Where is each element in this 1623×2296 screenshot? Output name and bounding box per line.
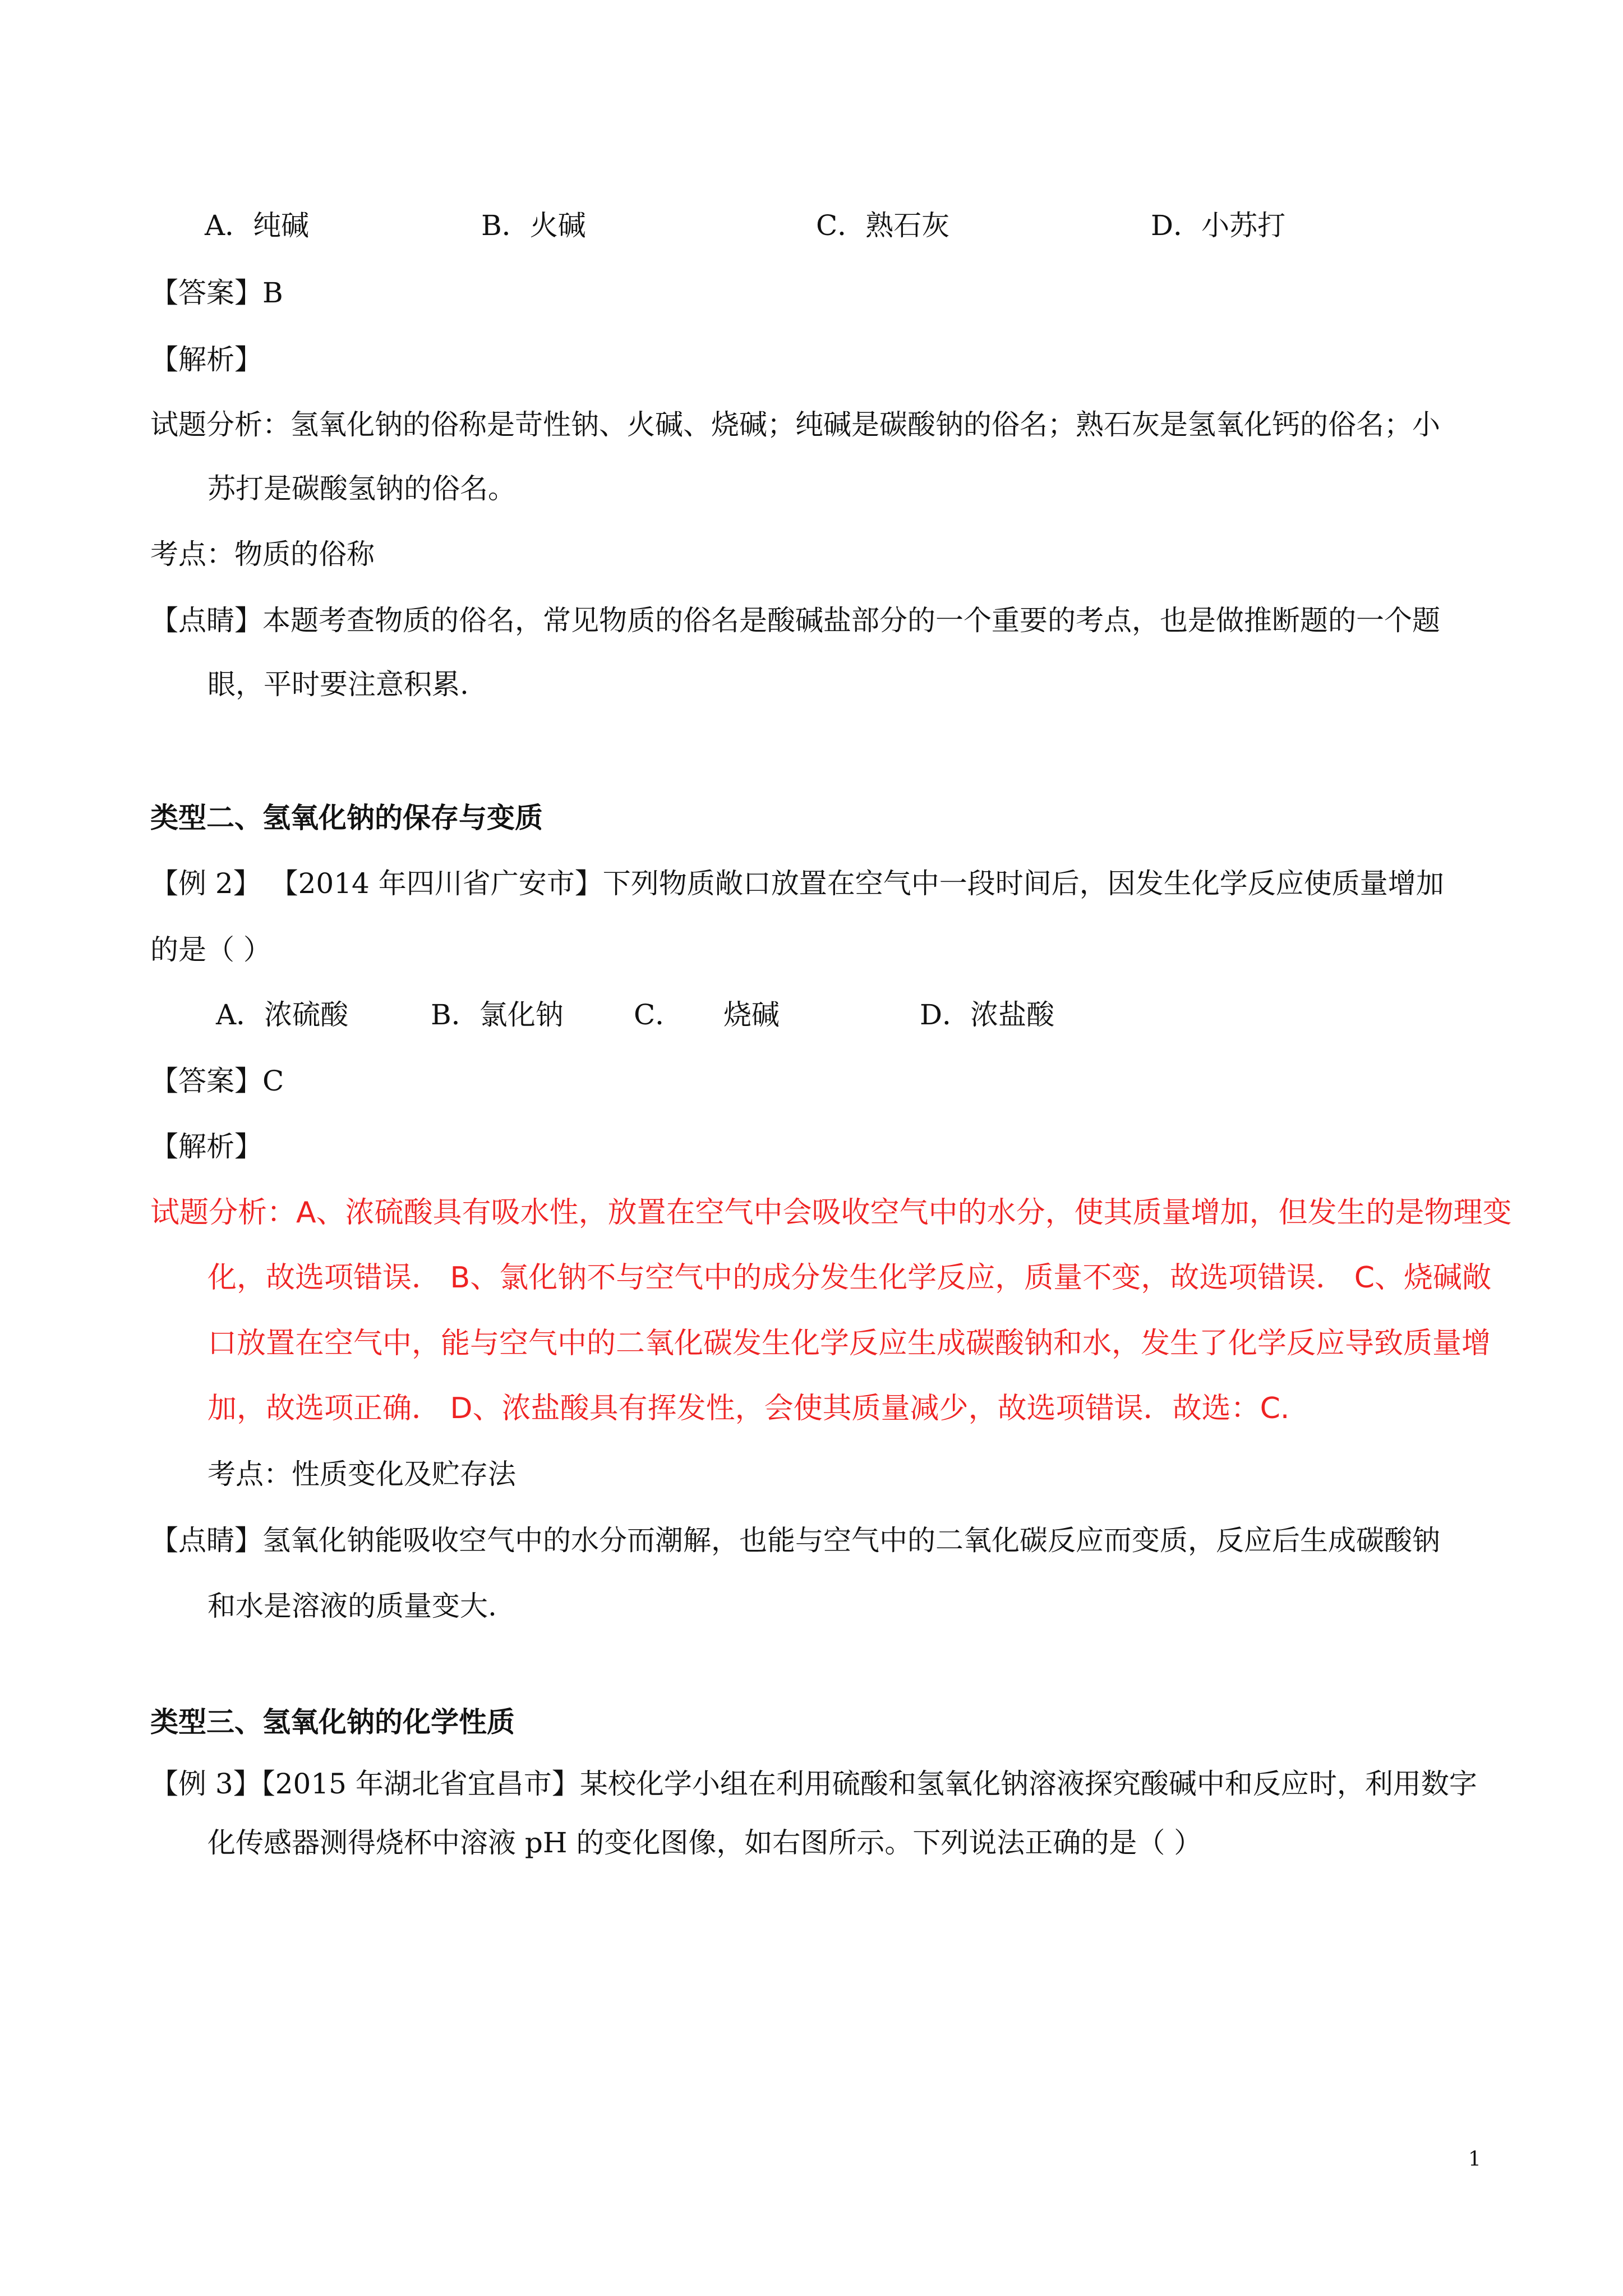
q2-kaodian: 考点：性质变化及贮存法 [208, 1458, 516, 1490]
q2-dianjing: 【点睛】氢氧化钠能吸收空气中的水分而潮解，也能与空气中的二氧化碳反应而变质，反应后生成碳酸钠 [150, 1524, 1440, 1557]
q2-analysis-line: 试题分析：A、浓硫酸具有吸水性，放置在空气中会吸收空气中的水分，使其质量增加，但发生的是物理变 [150, 1196, 1512, 1230]
q2-option-a: A．浓硫酸 [216, 999, 349, 1031]
q2-answer: 【答案】C [150, 1065, 284, 1097]
section2-example: 的是（ ） [150, 933, 271, 966]
q2-dianjing: 和水是溶液的质量变大. [208, 1590, 497, 1622]
q2-analysis-line: 加，故选项正确． D、浓盐酸具有挥发性，会使其质量减少，故选项错误．故选：C. [208, 1392, 1290, 1425]
q2-analysis-line: 化，故选项错误． B、氯化钠不与空气中的成分发生化学反应，质量不变，故选项错误． C、烧碱敞 [208, 1261, 1492, 1295]
q2-analysis-heading: 【解析】 [150, 1130, 262, 1163]
section3-example: 【例 3】【2015 年湖北省宜昌市】某校化学小组在利用硫酸和氢氧化钠溶液探究酸碱中和反应时，利用数字 [150, 1768, 1477, 1800]
q1-option-b: B．火碱 [481, 209, 586, 242]
q2-option-c-text: 烧碱 [723, 999, 780, 1031]
section3-title: 类型三、氢氧化钠的化学性质 [150, 1706, 515, 1738]
q1-option-d: D．小苏打 [1151, 209, 1286, 242]
q2-option-c: C． [634, 999, 684, 1031]
q2-analysis-line: 口放置在空气中，能与空气中的二氧化碳发生化学反应生成碳酸钠和水，发生了化学反应导致质量增 [208, 1327, 1491, 1360]
q2-option-d: D．浓盐酸 [920, 999, 1055, 1031]
q1-analysis-heading: 【解析】 [150, 343, 262, 376]
q1-dianjing: 眼，平时要注意积累. [208, 668, 469, 701]
q1-analysis-line: 苏打是碳酸氢钠的俗名。 [208, 472, 516, 505]
q1-option-a: A．纯碱 [205, 209, 310, 242]
q1-option-c: C．熟石灰 [816, 209, 950, 242]
section2-example: 【例 2】 【2014 年四川省广安市】下列物质敞口放置在空气中一段时间后，因发生化学反应使质量增加 [150, 867, 1444, 900]
page-number: 1 [1468, 2148, 1481, 2171]
q2-option-b: B．氯化钠 [431, 999, 564, 1031]
q1-dianjing: 【点睛】本题考查物质的俗名，常见物质的俗名是酸碱盐部分的一个重要的考点，也是做推断题的一个题 [150, 604, 1440, 637]
q1-answer: 【答案】B [150, 277, 283, 309]
q1-kaodian: 考点：物质的俗称 [150, 538, 375, 570]
section2-title: 类型二、氢氧化钠的保存与变质 [150, 802, 543, 834]
q1-analysis-line: 试题分析：氢氧化钠的俗称是苛性钠、火碱、烧碱；纯碱是碳酸钠的俗名；熟石灰是氢氧化钙的俗名；小 [150, 408, 1440, 441]
section3-example: 化传感器测得烧杯中溶液 pH 的变化图像，如右图所示。下列说法正确的是（ ） [208, 1826, 1202, 1859]
